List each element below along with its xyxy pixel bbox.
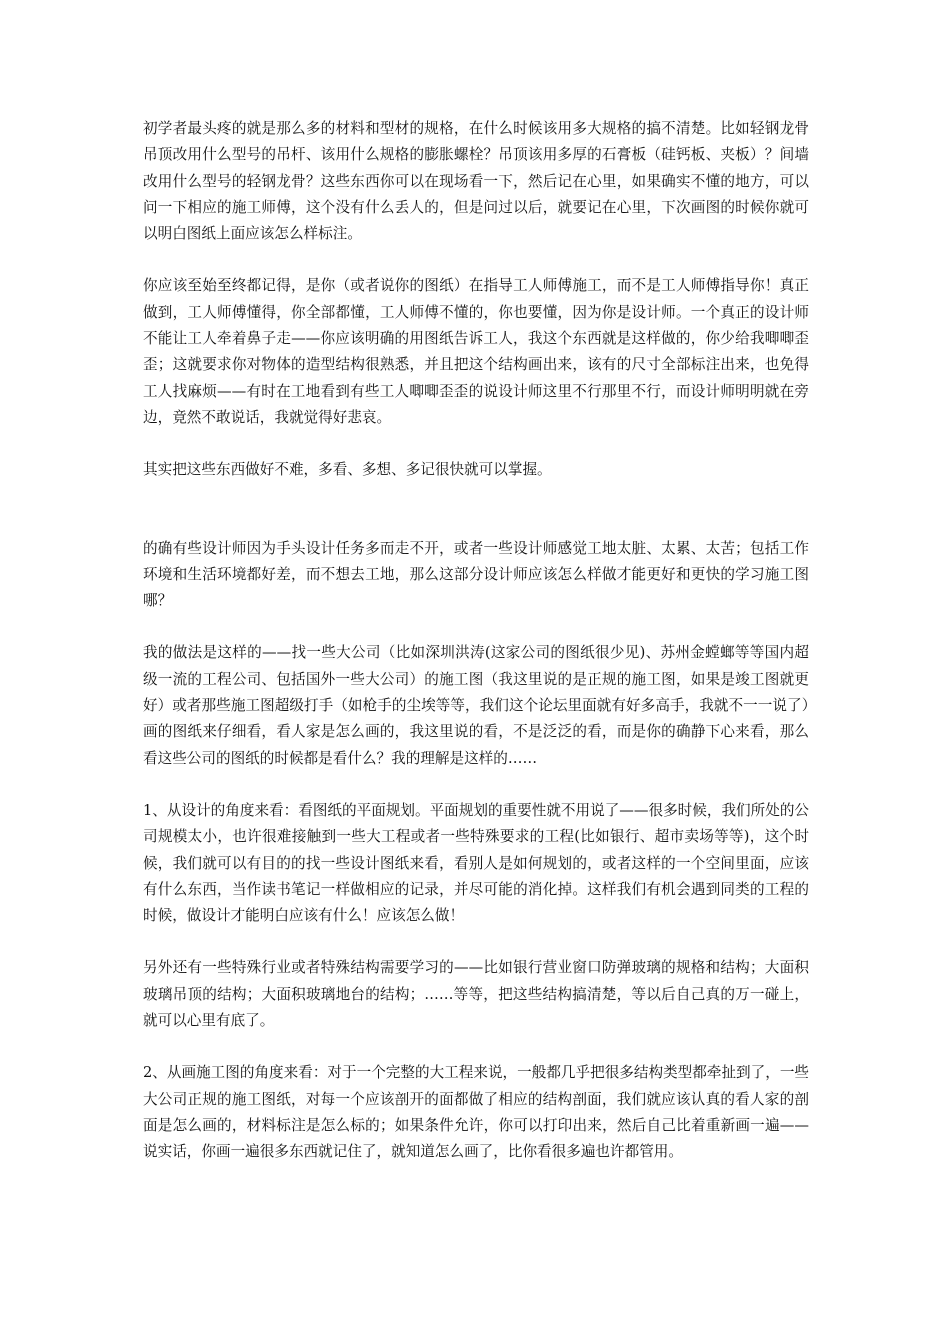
paragraph-point-2-drawing-perspective: 2、从画施工图的角度来看：对于一个完整的大工程来说，一般都几乎把很多结构类型都牵扯到了，一些大公司正规的施工图纸，对每一个应该剖开的面都做了相应的结构剖面，我们就应该认真的看人家的剖面是怎么画的，材料标注是怎么标的；如果条件允许，你可以打印出来，然后自己比着重新画一遍——说实话，你画一遍很多东西就记住了，就知道怎么画了，比你看很多遍也许都管用。: [143, 1064, 810, 1161]
paragraph-point-1-design-perspective: 1、从设计的角度来看：看图纸的平面规划。平面规划的重要性就不用说了——很多时候，我们所处的公司规模太小，也许很难接触到一些大工程或者一些特殊要求的工程(比如银行、超市卖场等等)，这个时候，我们就可以有目的的找一些设计图纸来看，看别人是如何规划的，或者这样的一个空间里面，应该有什么东西，当作读书笔记一样做相应的记录，并尽可能的消化掉。这样我们有机会遇到同类的工程的时候，做设计才能明白应该有什么！应该怎么做！: [143, 801, 810, 925]
paragraph-study-big-company-drawings: 我的做法是这样的——找一些大公司（比如深圳洪涛(这家公司的图纸很少见)、苏州金螳螂等等国内超级一流的工程公司、包括国外一些大公司）的施工图（我这里说的是正规的施工图，如果是竣工图就更好）或者那些施工图超级打手（如枪手的尘埃等等，我们这个论坛里面就有好多高手，我就不一一说了）画的图纸来仔细看，看人家是怎么画的，我这里说的看，不是泛泛的看，而是你的确静下心来看，那么看这些公司的图纸的时候都是看什么？我的理解是这样的……: [143, 644, 809, 767]
document-body: [143, 116, 809, 1192]
paragraph-material-specs: 初学者最头疼的就是那么多的材料和型材的规格，在什么时候该用多大规格的搞不清楚。比如轻钢龙骨吊顶改用什么型号的吊杆、该用什么规格的膨胀螺栓？吊顶该用多厚的石膏板（硅钙板、夹板）？间墙改用什么型号的轻钢龙骨？这些东西你可以在现场看一下，然后记在心里，如果确实不懂的地方，可以问一下相应的施工师傅，这个没有什么丢人的，但是问过以后，就要记在心里，下次画图的时候你就可以明白图纸上面应该怎么样标注。: [143, 120, 809, 243]
paragraph-easy-to-master: 其实把这些东西做好不难，多看、多想、多记很快就可以掌握。: [143, 461, 552, 479]
paragraph-special-structures: 另外还有一些特殊行业或者特殊结构需要学习的——比如银行营业窗口防弹玻璃的规格和结构；大面积玻璃吊顶的结构；大面积玻璃地台的结构；……等等，把这些结构搞清楚，等以后自己真的万一碰上，就可以心里有底了。: [143, 959, 809, 1030]
paragraph-designers-avoid-site: 的确有些设计师因为手头设计任务多而走不开，或者一些设计师感觉工地太脏、太累、太苦；包括工作环境和生活环境都好差，而不想去工地，那么这部分设计师应该怎么样做才能更好和更快的学习施工图哪？: [143, 539, 809, 610]
paragraph-designer-guides-workers: 你应该至始至终都记得，是你（或者说你的图纸）在指导工人师傅施工，而不是工人师傅指导你！真正做到，工人师傅懂得，你全部都懂，工人师傅不懂的，你也要懂，因为你是设计师。一个真正的设计师不能让工人牵着鼻子走——你应该明确的用图纸告诉工人，我这个东西就是这样做的，你少给我唧唧歪歪；这就要求你对物体的造型结构很熟悉，并且把这个结构画出来，该有的尺寸全部标注出来，也免得工人找麻烦——有时在工地看到有些工人唧唧歪歪的说设计师这里不行那里不行，而设计师明明就在旁边，竟然不敢说话，我就觉得好悲哀。: [143, 277, 809, 426]
